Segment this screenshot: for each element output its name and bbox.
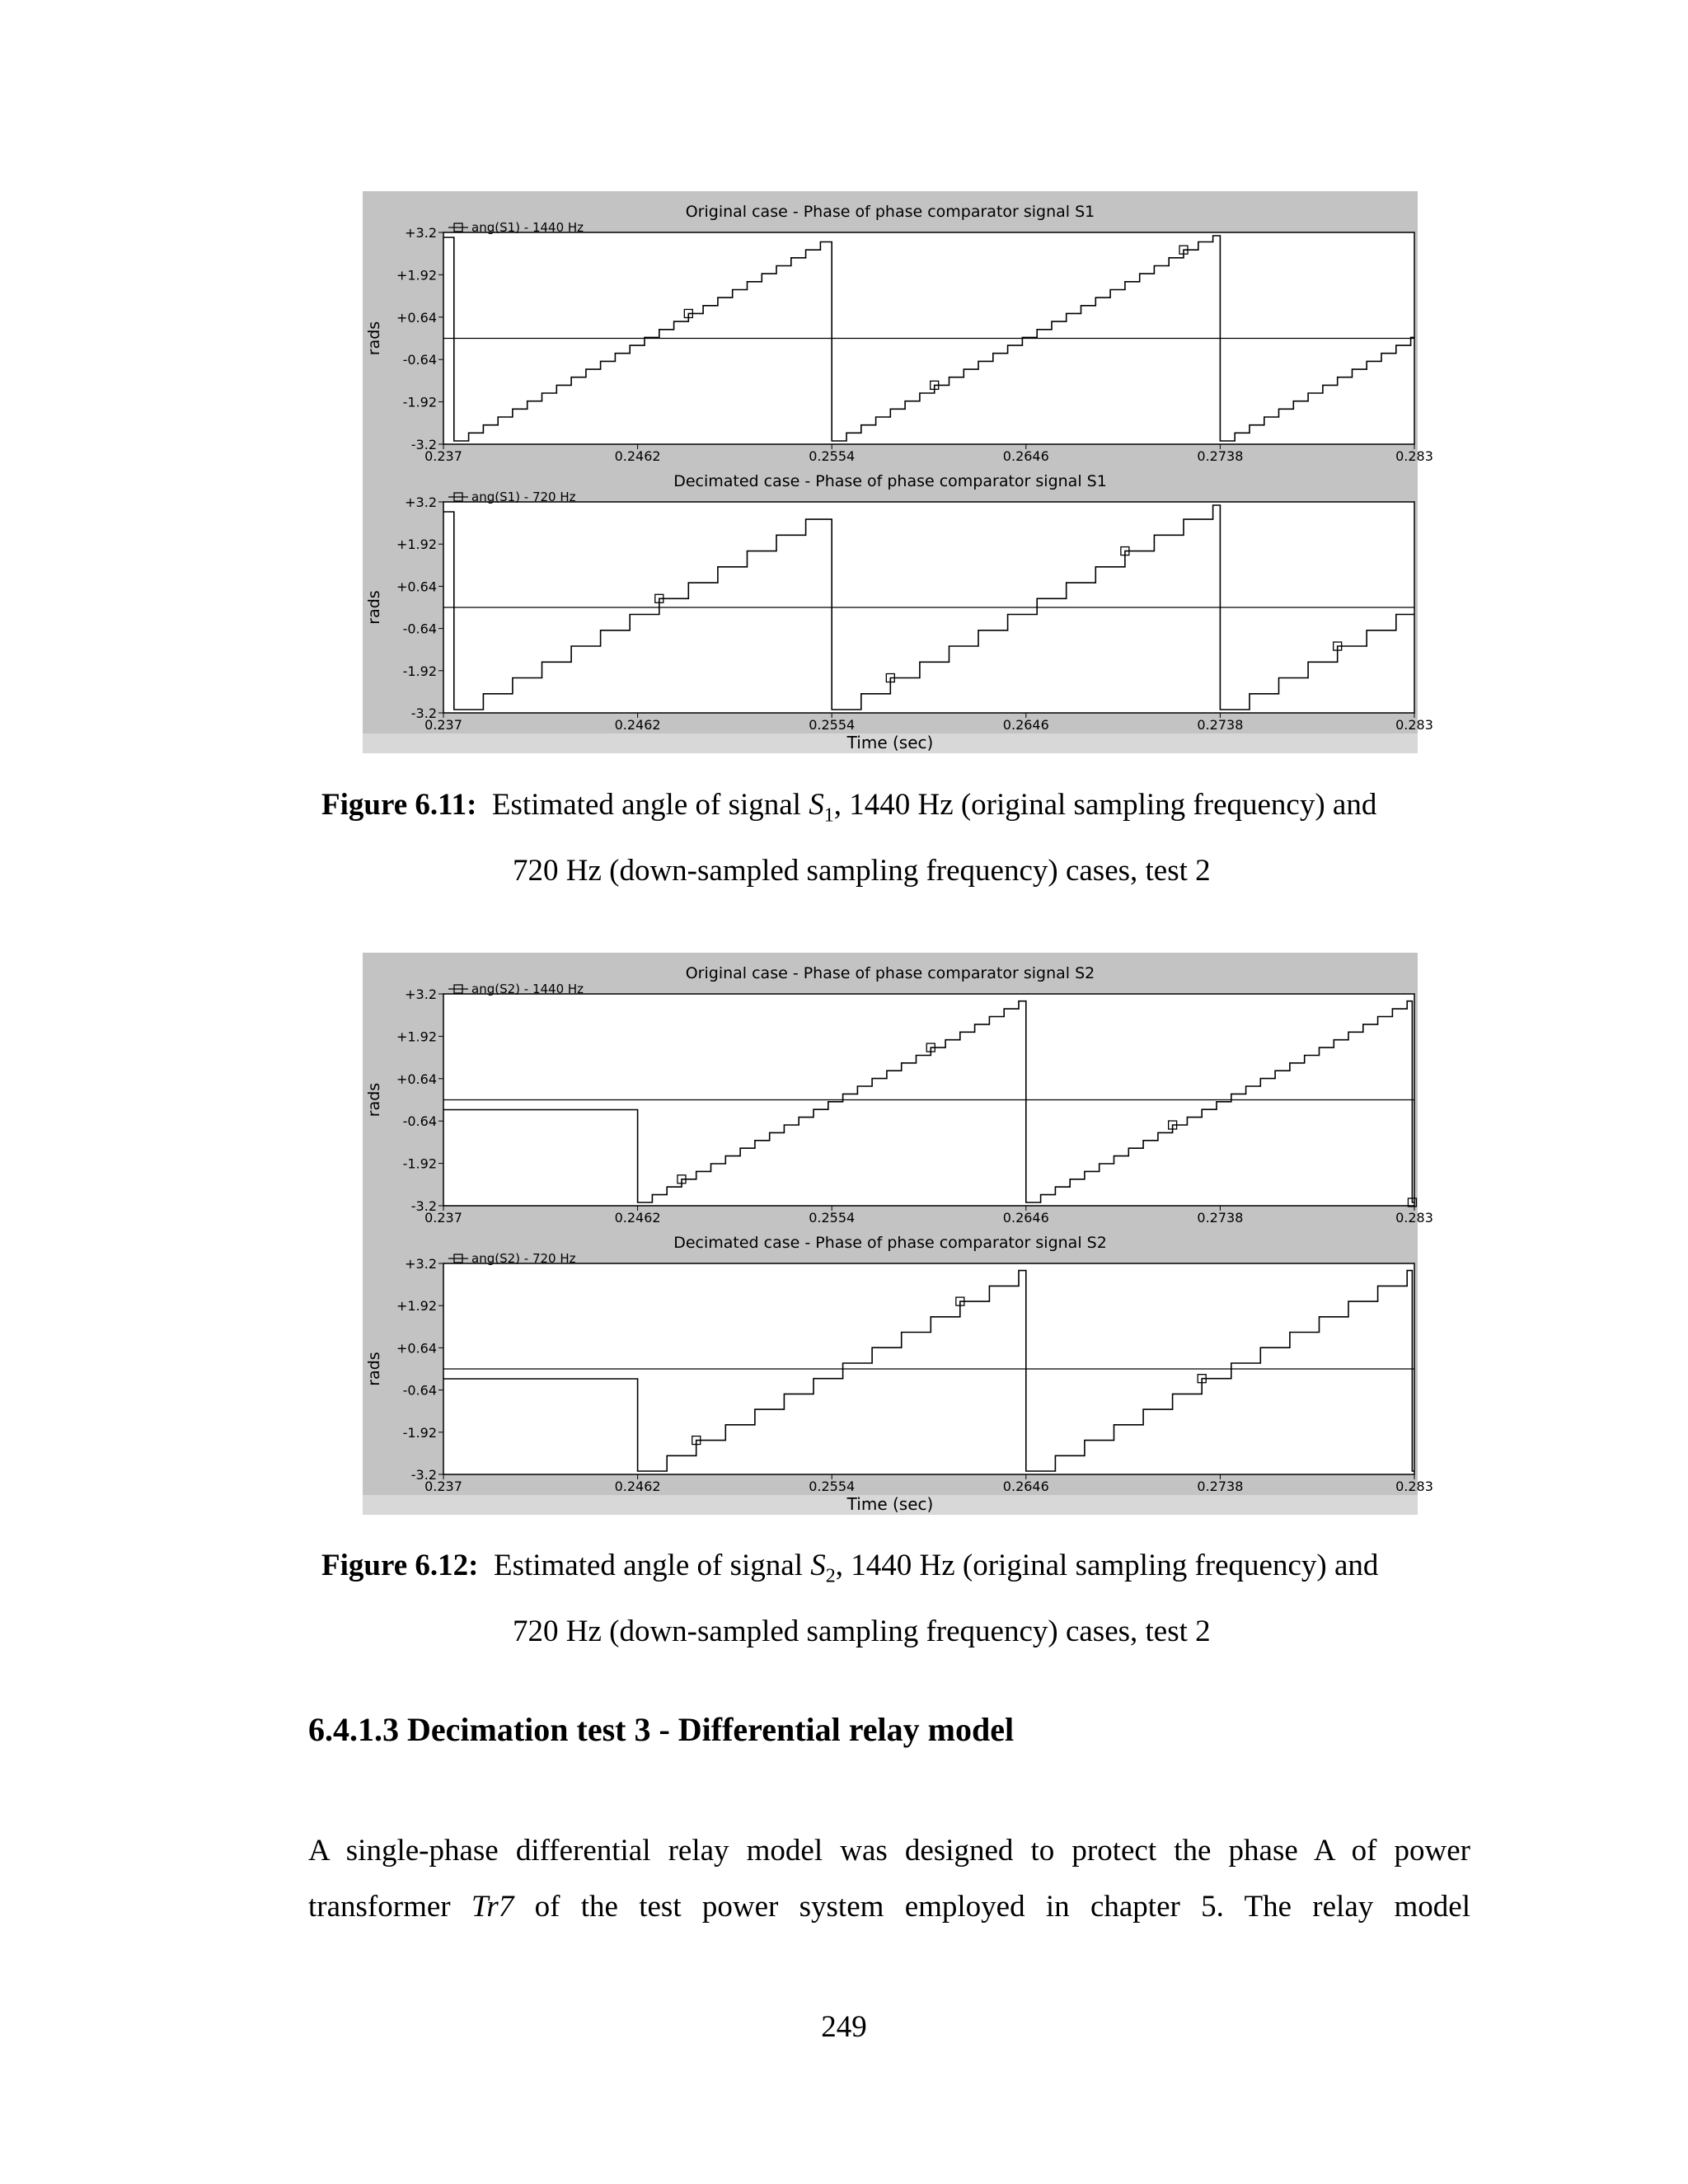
- x-tick-label: 0.283: [1395, 1479, 1433, 1494]
- y-tick-label: -3.2: [410, 437, 437, 452]
- caption-symbol: S: [809, 788, 824, 822]
- y-tick-label: +1.92: [396, 537, 437, 553]
- legend-label: ang(S1) - 1440 Hz: [471, 220, 584, 235]
- caption-line-2: 720 Hz (down-sampled sampling frequency) cases, test 2: [513, 1615, 1211, 1649]
- page-number: 249: [821, 2010, 867, 2044]
- x-tick-label: 0.2554: [809, 448, 856, 464]
- section-heading: 6.4.1.3 Decimation test 3 - Differential relay model: [308, 1711, 1015, 1748]
- x-tick-label: 0.2462: [614, 717, 661, 733]
- x-tick-label: 0.2554: [809, 1479, 856, 1494]
- caption-subscript: 2: [825, 1565, 836, 1587]
- y-tick-label: +1.92: [396, 1029, 437, 1045]
- chart-panel-1: [365, 964, 1433, 1226]
- x-tick-label: 0.2646: [1002, 1210, 1049, 1226]
- y-tick-label: +3.2: [405, 1256, 437, 1272]
- y-tick-label: -3.2: [410, 1198, 437, 1214]
- x-tick-label: 0.237: [424, 1210, 462, 1226]
- y-tick-label: -0.64: [402, 1382, 437, 1399]
- chart-title: Decimated case - Phase of phase comparator signal S2: [673, 1234, 1107, 1252]
- caption-text: , 1440 Hz (original sampling frequency) and: [833, 788, 1377, 822]
- chart-title: Original case - Phase of phase comparator signal S1: [685, 203, 1095, 221]
- y-axis-label: rads: [365, 590, 383, 625]
- legend-label: ang(S2) - 720 Hz: [471, 1251, 576, 1266]
- y-tick-label: -0.64: [402, 352, 437, 368]
- body-text-span: of the test power system employed in chapter 5. The relay model: [513, 1890, 1471, 1924]
- body-text-span: transformer: [308, 1890, 471, 1924]
- x-tick-label: 0.2462: [614, 448, 661, 464]
- caption-subscript: 1: [823, 804, 834, 827]
- figure-6-12-caption: [321, 1538, 1475, 1660]
- y-tick-label: +0.64: [396, 1340, 437, 1357]
- caption-text: Estimated angle of signal: [493, 1549, 811, 1582]
- body-line: A single-phase differential relay model was designed to protect the phase A of power: [308, 1834, 1470, 1868]
- figure-6-12-plot: [363, 953, 1433, 1515]
- y-tick-label: -1.92: [402, 394, 437, 410]
- transformer-name: Tr7: [471, 1890, 514, 1924]
- y-axis-label: rads: [365, 321, 383, 356]
- chart-panel-2: [365, 1234, 1433, 1494]
- x-tick-label: 0.237: [424, 448, 462, 464]
- caption-line-2: 720 Hz (down-sampled sampling frequency) cases, test 2: [513, 854, 1211, 888]
- y-axis-label: rads: [365, 1352, 383, 1386]
- x-tick-label: 0.237: [424, 717, 462, 733]
- x-axis-label: Time (sec): [846, 733, 934, 752]
- x-tick-label: 0.237: [424, 1479, 462, 1494]
- x-tick-label: 0.2646: [1002, 448, 1049, 464]
- y-tick-label: -1.92: [402, 1155, 437, 1172]
- x-tick-label: 0.2738: [1197, 1479, 1244, 1494]
- x-tick-label: 0.2554: [809, 1210, 856, 1226]
- caption-text: , 1440 Hz (original sampling frequency) and: [835, 1549, 1379, 1582]
- y-tick-label: -1.92: [402, 663, 437, 679]
- x-tick-label: 0.2646: [1002, 1479, 1049, 1494]
- figure-6-12: [363, 953, 1433, 1515]
- y-tick-label: +3.2: [405, 225, 437, 241]
- y-tick-label: +0.64: [396, 1071, 437, 1087]
- figure-label: Figure 6.11:: [321, 788, 477, 822]
- caption-text: Estimated angle of signal: [491, 788, 809, 822]
- body-line: [308, 1879, 1470, 1935]
- y-tick-label: +3.2: [405, 987, 437, 1002]
- x-tick-label: 0.2646: [1002, 717, 1049, 733]
- figure-6-11: [363, 191, 1433, 753]
- x-tick-label: 0.2462: [614, 1210, 661, 1226]
- chart-title: Decimated case - Phase of phase comparator signal S1: [673, 472, 1107, 490]
- y-tick-label: +0.64: [396, 309, 437, 326]
- y-tick-label: +3.2: [405, 494, 437, 510]
- y-tick-label: -3.2: [410, 1467, 437, 1483]
- figure-6-11-caption: [321, 777, 1475, 899]
- figure-6-11-plot: [363, 191, 1433, 753]
- y-tick-label: +0.64: [396, 579, 437, 595]
- y-tick-label: -1.92: [402, 1424, 437, 1441]
- figure-label: Figure 6.12:: [321, 1549, 479, 1582]
- x-tick-label: 0.283: [1395, 1210, 1433, 1226]
- legend-label: ang(S1) - 720 Hz: [471, 490, 576, 504]
- x-tick-label: 0.2738: [1197, 448, 1244, 464]
- y-tick-label: -0.64: [402, 1113, 437, 1130]
- legend-label: ang(S2) - 1440 Hz: [471, 982, 584, 996]
- x-axis-label: Time (sec): [846, 1494, 934, 1514]
- x-tick-label: 0.2738: [1197, 717, 1244, 733]
- x-tick-label: 0.2462: [614, 1479, 661, 1494]
- y-tick-label: +1.92: [396, 267, 437, 284]
- chart-panel-1: [365, 203, 1433, 464]
- y-tick-label: -3.2: [410, 705, 437, 721]
- x-tick-label: 0.283: [1395, 448, 1433, 464]
- x-tick-label: 0.2554: [809, 717, 856, 733]
- y-tick-label: -0.64: [402, 621, 437, 637]
- x-tick-label: 0.2738: [1197, 1210, 1244, 1226]
- chart-title: Original case - Phase of phase comparator signal S2: [685, 964, 1095, 982]
- body-paragraph: [308, 1823, 1470, 1935]
- caption-symbol: S: [810, 1549, 826, 1582]
- chart-panel-2: [365, 472, 1433, 733]
- x-tick-label: 0.283: [1395, 717, 1433, 733]
- y-axis-label: rads: [365, 1082, 383, 1118]
- y-tick-label: +1.92: [396, 1298, 437, 1315]
